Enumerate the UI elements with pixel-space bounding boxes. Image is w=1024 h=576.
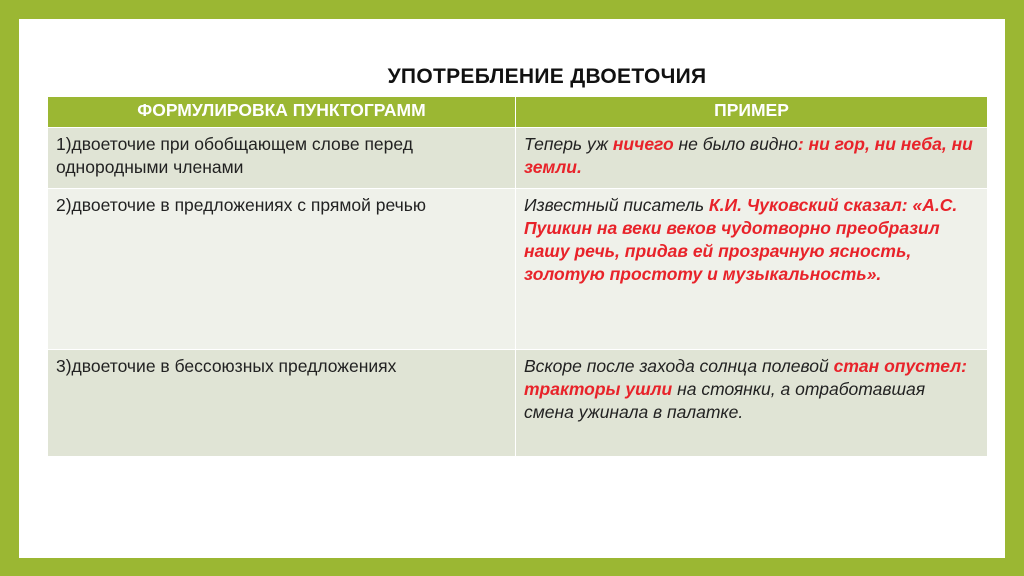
- example-cell: [516, 128, 988, 189]
- example-segment: не было видно: [673, 134, 798, 154]
- table-row: [48, 128, 988, 189]
- example-segment-highlight: : ни гор, ни неба, ни земли.: [524, 134, 973, 177]
- slide-title: УПОТРЕБЛЕНИЕ ДВОЕТОЧИЯ: [387, 65, 707, 88]
- example-cell: [516, 350, 988, 457]
- header-rule: ФОРМУЛИРОВКА ПУНКТОГРАММ: [48, 97, 516, 128]
- example-segment-highlight: стан опустел: тракторы ушли: [524, 356, 967, 399]
- slide: [19, 19, 1005, 558]
- example-segment-highlight: К.И. Чуковский сказал: «А.С. Пушкин на веки веков чудотворно преобразил нашу речь, придав ей прозрачную ясность, золотую простоту и музыкальность».: [524, 195, 958, 284]
- rule-cell: 1)двоеточие при обобщающем слове перед однородными членами: [48, 128, 516, 189]
- header-example: ПРИМЕР: [516, 97, 988, 128]
- example-cell: [516, 189, 988, 350]
- rule-cell: 2)двоеточие в предложениях с прямой речью: [48, 189, 516, 350]
- example-segment: Теперь уж: [524, 134, 613, 154]
- table-header-row: [48, 97, 988, 128]
- table-row: [48, 189, 988, 350]
- example-segment: Вскоре после захода солнца полевой: [524, 356, 834, 376]
- table-row: [48, 350, 988, 457]
- rule-cell: 3)двоеточие в бессоюзных предложениях: [48, 350, 516, 457]
- punctuation-table: [47, 96, 988, 457]
- example-segment: на стоянки, а отработавшая смена ужинала в палатке.: [524, 379, 926, 422]
- example-segment-highlight: ничего: [612, 134, 674, 154]
- example-segment: Известный писатель: [524, 195, 709, 215]
